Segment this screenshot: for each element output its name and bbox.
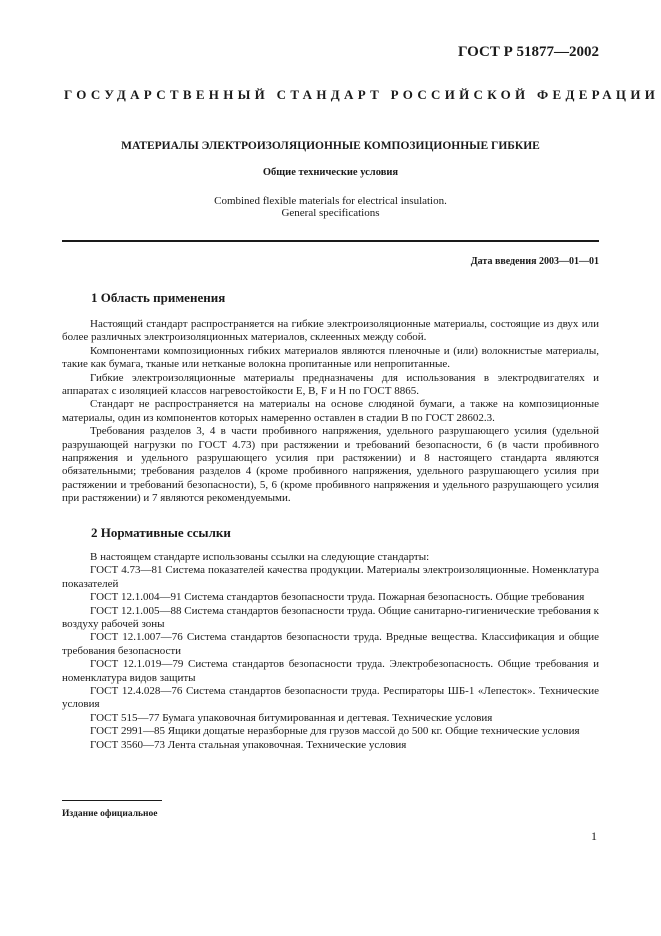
paragraph: Стандарт не распространяется на материалы на основе слюдяной бумаги, а также на композиционные материалы, один из компонентов которых намеренно оставлен в стадии В по ГОСТ 28602.3. — [62, 398, 599, 424]
reference-item: ГОСТ 2991—85 Ящики дощатые неразборные для грузов массой до 500 кг. Общие технические условия — [90, 725, 580, 738]
section-1-body — [62, 318, 599, 506]
references-intro: В настоящем стандарте использованы ссылки на следующие стандарты: — [90, 551, 430, 563]
reference-item: ГОСТ 12.1.007—76 Система стандартов безопасности труда. Вредные вещества. Классификация и общие требования безопасности — [62, 631, 599, 657]
official-edition-label: Издание официальное — [62, 809, 158, 819]
introduction-date: Дата введения 2003—01—01 — [470, 256, 599, 267]
paragraph: Гибкие электроизоляционные материалы предназначены для использования в электродвигателях и аппаратах с изоляцией классов нагревостойкости E, B, F и H по ГОСТ 8865. — [62, 371, 599, 398]
document-code: ГОСТ Р 51877—2002 — [457, 44, 599, 60]
title-divider — [62, 240, 599, 242]
document-title: МАТЕРИАЛЫ ЭЛЕКТРОИЗОЛЯЦИОННЫЕ КОМПОЗИЦИОННЫЕ ГИБКИЕ — [121, 140, 540, 152]
paragraph: Настоящий стандарт распространяется на гибкие электроизоляционные материалы, состоящие из двух или более различных электроизоляционных материалов, склеенных между собой. — [62, 318, 599, 344]
paragraph: Компонентами композиционных гибких материалов являются пленочные и (или) волокнистые материалы, такие как бумага, тканые или нетканые волокна пропитанные или непропитанные. — [62, 344, 599, 371]
footer-divider — [62, 800, 162, 801]
reference-item: ГОСТ 12.1.004—91 Система стандартов безопасности труда. Пожарная безопасность. Общие требования — [90, 591, 585, 604]
section-1-heading: 1 Область применения — [91, 290, 226, 305]
english-title — [62, 196, 599, 219]
reference-item: ГОСТ 515—77 Бумага упаковочная битумированная и дегтевая. Технические условия — [90, 711, 493, 724]
reference-item: ГОСТ 12.4.028—76 Система стандартов безопасности труда. Респираторы ШБ-1 «Лепесток». Технические условия — [62, 685, 599, 711]
reference-item: ГОСТ 12.1.019—79 Система стандартов безопасности труда. Электробезопасность. Общие требования и номенклатура видов защиты — [62, 658, 599, 684]
reference-item: ГОСТ 4.73—81 Система показателей качества продукции. Материалы электроизоляционные. Номенклатура показателей — [62, 564, 599, 590]
english-title-line-1: Combined flexible materials for electrical insulation. — [214, 195, 447, 207]
reference-item: ГОСТ 3560—73 Лента стальная упаковочная. Технические условия — [90, 738, 407, 751]
english-title-line-2: General specifications — [281, 206, 380, 219]
state-standard-heading: ГОСУДАРСТВЕННЫЙ СТАНДАРТ РОССИЙСКОЙ ФЕДЕРАЦИИ — [64, 87, 660, 102]
document-subtitle: Общие технические условия — [262, 167, 399, 178]
section-2-heading: 2 Нормативные ссылки — [91, 525, 231, 540]
reference-item: ГОСТ 12.1.005—88 Система стандартов безопасности труда. Общие санитарно-гигиенические требования к воздуху рабочей зоны — [62, 604, 599, 631]
section-2-body — [62, 551, 599, 752]
page-number: 1 — [591, 829, 597, 843]
paragraph: Требования разделов 3, 4 в части пробивного напряжения, удельного разрушающего усилия (удельной разрушающей нагрузки по ГОСТ 4.73) при растяжении и требований безопасности, 6 (в части пробивного напряжения и удельного разрушающего усилия при растяжении) и 8 настоящего стандарта являются обязательными; требования разделов 4 (кроме пробивного напряжения, удельного разрушающего усилия при растяжении и требований безопасности), 5, 6 (кроме пробивного напряжения и удельного разрушающего усилия при растяжении) и 7 являются рекомендуемыми. — [62, 425, 599, 505]
